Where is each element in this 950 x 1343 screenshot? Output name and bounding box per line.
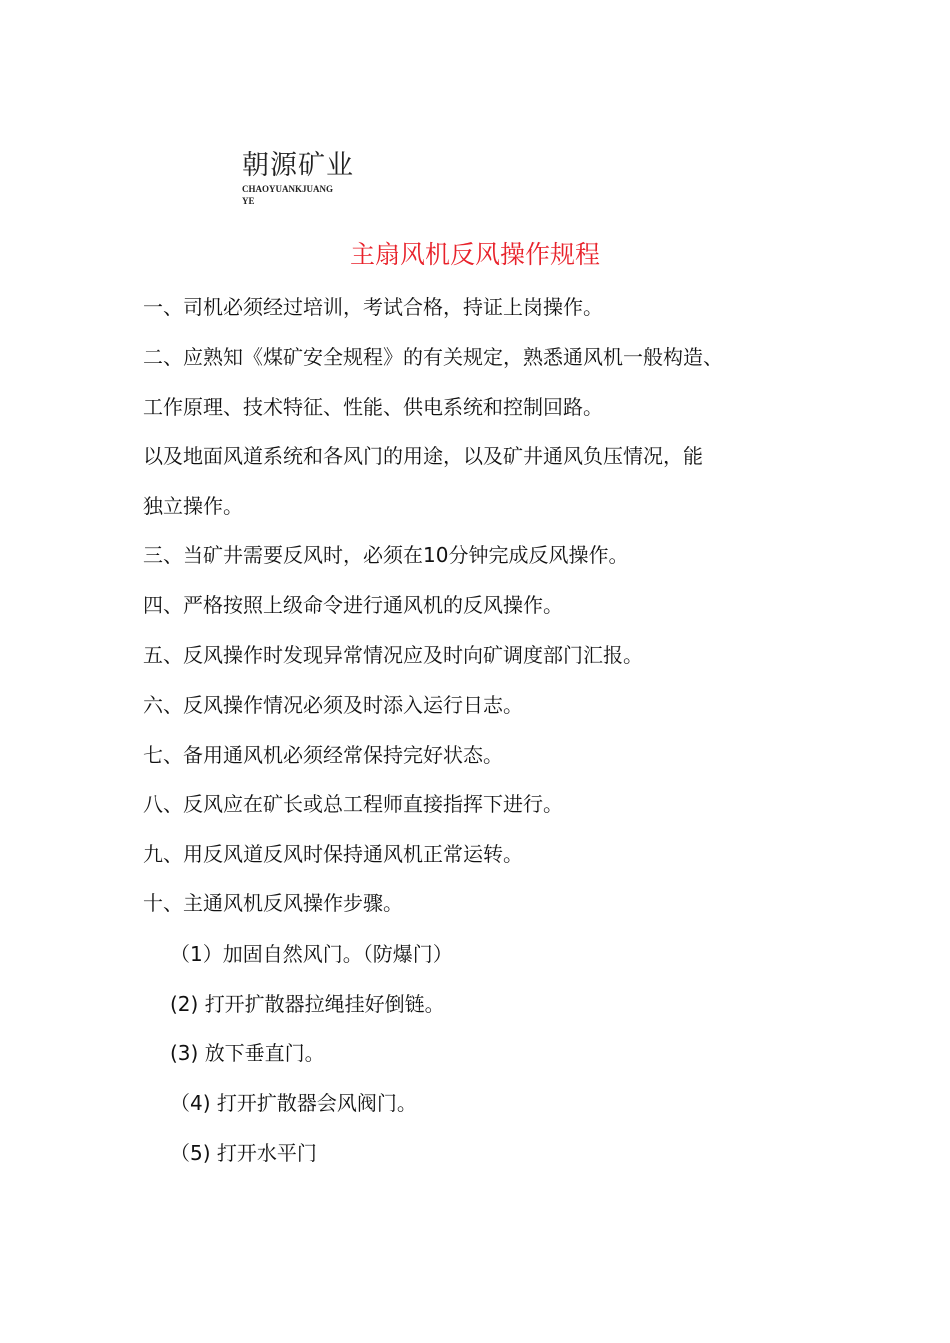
paragraph-2: 二、应熟知《煤矿安全规程》的有关规定，熟悉通风机一般构造、 [143,345,723,369]
paragraph-4: 四、严格按照上级命令进行通风机的反风操作。 [143,593,563,617]
step-5: （5) 打开水平门 [170,1141,317,1165]
paragraph-9: 九、用反风道反风时保持通风机正常运转。 [143,842,523,866]
paragraph-3: 三、当矿井需要反风时，必须在10分钟完成反风操作。 [143,543,629,567]
company-logo [242,150,372,207]
document-title: 主扇风机反风操作规程 [349,240,600,269]
paragraph-1: 一、司机必须经过培训，考试合格，持证上岗操作。 [143,295,603,319]
paragraph-2-cont-3: 独立操作。 [143,494,243,518]
paragraph-2-cont-2: 以及地面风道系统和各风门的用途，以及矿井通风负压情况，能 [143,444,703,468]
paragraph-8: 八、反风应在矿长或总工程师直接指挥下进行。 [143,792,563,816]
paragraph-2-cont: 工作原理、技术特征、性能、供电系统和控制回路。 [143,395,603,419]
paragraph-5: 五、反风操作时发现异常情况应及时向矿调度部门汇报。 [143,643,643,667]
paragraph-7: 七、备用通风机必须经常保持完好状态。 [143,743,503,767]
logo-chinese-name: 朝源矿业 [242,150,354,181]
paragraph-6: 六、反风操作情况必须及时添入运行日志。 [143,693,523,717]
paragraph-10: 十、主通风机反风操作步骤。 [143,891,403,915]
logo-english-name: CHAOYUANKJUANGYE [242,184,333,206]
step-3: (3) 放下垂直门。 [170,1041,325,1065]
step-1: （1）加固自然风门。（防爆门） [170,942,453,966]
step-4: （4) 打开扩散器会风阀门。 [170,1091,417,1115]
step-2: (2) 打开扩散器拉绳挂好倒链。 [170,992,445,1016]
